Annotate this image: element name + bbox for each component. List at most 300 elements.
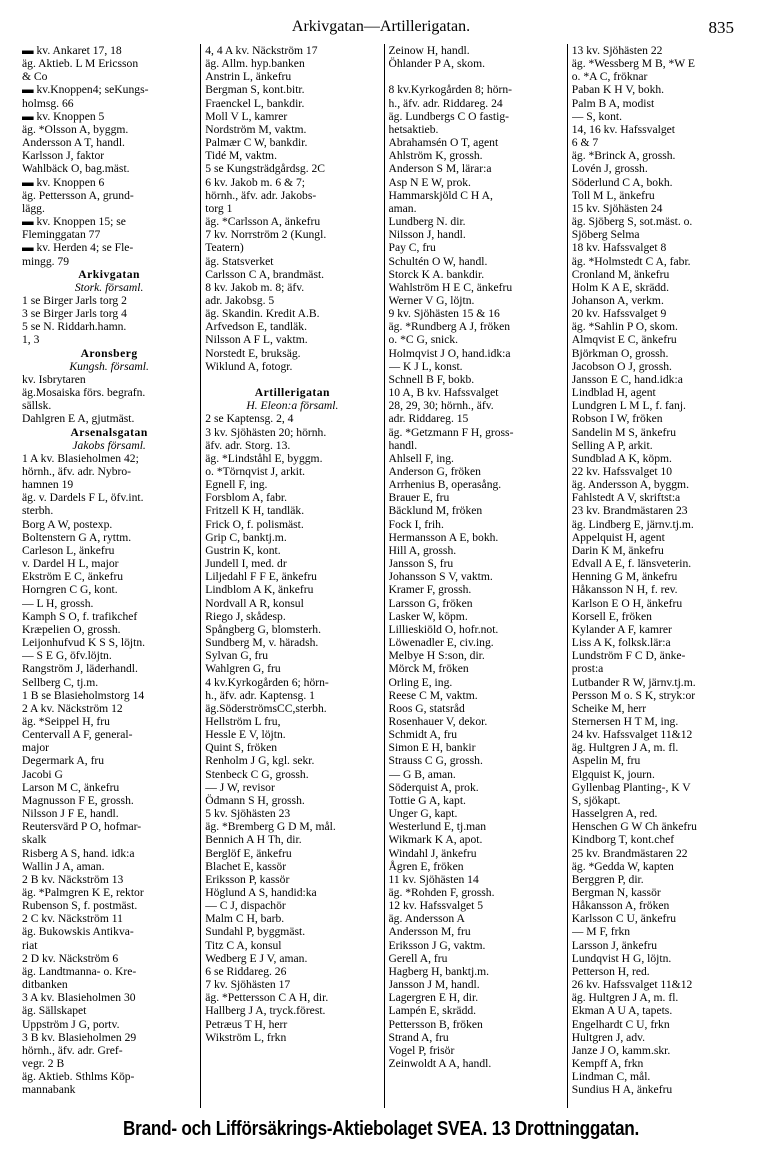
directory-entry: Hill A, grossh.: [388, 543, 457, 557]
directory-entry: Lasker W, köpm.: [388, 609, 468, 623]
directory-entry: 10 A, B kv. Hafssvalget: [388, 386, 499, 400]
directory-entry: Melbye H S:son, dir.: [388, 649, 485, 663]
directory-entry: 8 kv. Jakob m. 8; äfv.: [205, 280, 305, 294]
directory-entry: 3 se Birger Jarls torg 4: [22, 307, 127, 321]
directory-entry: äg. *Palmgren K E, rektor: [22, 886, 144, 899]
directory-entry: 8 kv.Kyrkogården 8; hörn-: [388, 83, 513, 97]
directory-entry: äg. Andersson A: [388, 912, 465, 926]
directory-entry: Degermark A, fru: [22, 754, 105, 768]
directory-entry: Berggren P, dir.: [571, 872, 644, 886]
directory-entry: Titz C A, konsul: [205, 938, 282, 952]
directory-entry: — S, kont.: [571, 109, 622, 123]
directory-entry: Anstrin L, änkefru: [205, 70, 292, 84]
directory-entry: Westerlund E, tj.man: [388, 820, 487, 834]
directory-entry: Egnell F, ing.: [205, 478, 268, 492]
directory-entry: äg. Hultgren J A, m. fl.: [571, 991, 679, 1005]
directory-entry: Kramer F, grossh.: [388, 583, 472, 597]
directory-entry: äg. Hultgren J A, m. fl.: [571, 741, 679, 755]
directory-entry: Strauss C G, grossh.: [388, 754, 483, 768]
directory-entry: Fock I, frih.: [388, 517, 444, 531]
directory-entry: Korsell E, fröken: [571, 609, 652, 623]
directory-entry: 1 A kv. Blasieholmen 42;: [22, 451, 139, 465]
directory-entry: Carlsson C A, brandmäst.: [205, 267, 325, 281]
directory-entry: äg. *Brinck A, grossh.: [571, 149, 676, 163]
directory-entry: o. *A C, fröknar: [571, 70, 648, 84]
directory-entry: Moll V L, kamrer: [205, 109, 288, 123]
directory-entry: Roos G, statsråd: [388, 701, 465, 715]
directory-entry: Unger G, kapt.: [388, 807, 458, 821]
column-3: [384, 44, 567, 1108]
directory-entry: Stenbeck C G, grossh.: [205, 767, 309, 781]
directory-entry: vegr. 2 B: [22, 1057, 65, 1071]
directory-entry: 6 kv. Jakob m. 6 & 7;: [205, 175, 305, 189]
column-2: [200, 44, 383, 1108]
directory-entry: Rosenhauer V, dekor.: [388, 714, 488, 728]
directory-entry: Öhlander P A, skom.: [388, 57, 486, 71]
directory-entry: Cronland M, änkefru: [571, 267, 670, 281]
directory-entry: Appelquist H, agent: [571, 530, 665, 544]
directory-entry: — G B, aman.: [388, 767, 456, 781]
directory-entry: Forsblom A, fabr.: [205, 491, 288, 505]
directory-entry: Hagberg H, banktj.m.: [388, 964, 490, 978]
directory-entry: Lampén E, skrädd.: [388, 1004, 477, 1018]
directory-entry: äg.Mosaiska förs. begrafn.: [22, 386, 146, 400]
directory-entry: 3 B kv. Blasieholmen 29: [22, 1030, 137, 1044]
directory-entry: — C J, dispachör: [205, 899, 286, 913]
column-1: [18, 44, 200, 1108]
directory-entry: Simon E H, bankir: [388, 741, 476, 755]
directory-entry: 6 se Riddareg. 26: [205, 964, 287, 978]
directory-entry: Holm K A E, skrädd.: [571, 280, 670, 294]
directory-entry: Strand A, fru: [388, 1030, 449, 1044]
directory-entry: 2 B kv. Näckström 13: [22, 872, 124, 886]
directory-entry: Risberg A S, hand. idk:a: [22, 846, 135, 860]
directory-entry: Karlson E O H, änkefru: [571, 596, 683, 610]
directory-entry: 13 kv. Sjöhästen 22: [571, 44, 663, 57]
directory-entry: Toll M L, änkefru: [571, 188, 655, 202]
directory-entry: Hellström L fru,: [205, 714, 281, 728]
directory-entry: Edvall A E, f. länsveterin.: [571, 557, 692, 571]
directory-entry: äg. *Wessberg M B, *W E: [571, 57, 696, 71]
directory-entry: Persson M o. S K, stryk:or: [571, 688, 696, 702]
directory-entry: Andersson M, fru: [388, 925, 471, 939]
directory-entry: ▬ kv. Knoppen 5: [22, 109, 105, 123]
directory-entry: — J W, revisor: [205, 780, 275, 794]
directory-entry: hörnh., äfv. adr. Nybro-: [22, 465, 132, 478]
directory-entry: äg. *Lindståhl E, byggm.: [205, 451, 323, 465]
directory-entry: Wikmark K A, apot.: [388, 833, 483, 847]
directory-entry: Sternersen H T M, ing.: [571, 714, 679, 728]
directory-entry: 26 kv. Hafssvalget 11&12: [571, 978, 693, 992]
directory-entry: äg. *Pettersson C A H, dir.: [205, 991, 329, 1005]
page-title: Arkivgatan—Artillerigatan.: [291, 18, 471, 35]
directory-entry: 22 kv. Hafssvalget 10: [571, 465, 673, 478]
directory-entry: v. Dardel H L, major: [22, 557, 119, 571]
directory-entry: 7 kv. Sjöhästen 17: [205, 978, 291, 992]
directory-entry: äg. Allm. hyp.banken: [205, 57, 305, 71]
page-number: 835: [708, 18, 734, 37]
directory-entry: 11 kv. Sjöhästen 14: [388, 872, 479, 886]
directory-entry: Wedberg E J V, aman.: [205, 951, 308, 965]
directory-entry: Engelhardt C U, frkn: [571, 1017, 670, 1031]
directory-entry: Gyllenbag Planting-, K V: [571, 780, 691, 794]
directory-entry: Lundgren L M L, f. fanj.: [571, 399, 686, 413]
directory-entry: Söderquist A, prok.: [388, 780, 479, 794]
directory-entry: 1 se Birger Jarls torg 2: [22, 293, 127, 307]
directory-entry: Sundius H A, änkefru: [571, 1083, 673, 1097]
street-heading: Aronsberg: [80, 346, 138, 360]
directory-entry: 1, 3: [22, 333, 40, 347]
directory-entry: h., äfv. adr. Riddareg. 24: [388, 96, 503, 110]
directory-entry: — S E G, öfv.löjtn.: [22, 649, 112, 663]
directory-entry: Bäcklund M, fröken: [388, 504, 483, 518]
directory-entry: Hultgren J, adv.: [571, 1030, 646, 1044]
directory-entry: äg. *Holmstedt C A, fabr.: [571, 254, 691, 268]
directory-entry: ▬ kv. Knoppen 6: [22, 175, 105, 189]
parish-label: Jakobs församl.: [72, 438, 146, 452]
directory-entry: Hammarskjöld C H A,: [388, 188, 493, 202]
directory-entry: ditbanken: [22, 978, 68, 992]
directory-entry: Carleson L, änkefru: [22, 543, 115, 557]
directory-entry: Mörck M, fröken: [388, 662, 469, 676]
directory-entry: mannabank: [22, 1083, 76, 1097]
directory-entry: Reutersvärd P O, hofmar-: [22, 820, 142, 834]
directory-entry: Söderlund C A, bokh.: [571, 175, 673, 189]
directory-entry: Holmqvist J O, hand.idk:a: [388, 346, 511, 360]
directory-entry: Petræus T H, herr: [205, 1017, 288, 1031]
directory-entry: äg. *Sahlin P O, skom.: [571, 320, 678, 334]
directory-entry: Selling A P, arkit.: [571, 438, 653, 452]
directory-entry: äg. *Carlsson A, änkefru: [205, 215, 321, 229]
street-heading: Arsenalsgatan: [70, 425, 148, 439]
directory-entry: äg. *Rohden F, grossh.: [388, 886, 495, 899]
directory-entry: adr. Riddareg. 15: [388, 412, 469, 426]
directory-entry: Dahlgren E A, gjutmäst.: [22, 412, 135, 426]
directory-entry: 2 D kv. Näckström 6: [22, 951, 119, 965]
directory-entry: Larson M C, änkefru: [22, 780, 120, 794]
directory-entry: Wikström L, frkn: [205, 1030, 287, 1044]
directory-entry: äg. *Getzmann F H, gross-: [388, 425, 514, 439]
directory-entry: Jacobi G: [22, 767, 63, 781]
directory-entry: Riego J, skådesp.: [205, 609, 286, 623]
directory-entry: 12 kv. Hafssvalget 5: [388, 899, 484, 913]
directory-entry: Pettersson B, fröken: [388, 1017, 483, 1031]
directory-entry: ▬ kv. Knoppen 15; se: [22, 215, 126, 229]
directory-entry: Fritzell K H, tandläk.: [205, 504, 305, 518]
directory-entry: o. *Törnqvist J, arkit.: [205, 465, 306, 478]
directory-entry: Lindblad H, agent: [571, 386, 656, 400]
directory-entry: Quint S, fröken: [205, 741, 278, 755]
directory-entry: 6 & 7: [571, 136, 599, 150]
directory-entry: Anderson G, fröken: [388, 465, 481, 478]
directory-entry: Wiklund A, fotogr.: [205, 359, 293, 373]
directory-entry: Hasselgren A, red.: [571, 807, 658, 821]
directory-entry: 20 kv. Hafssvalget 9: [571, 307, 667, 321]
directory-entry: 2 se Kaptensg. 2, 4: [205, 412, 294, 426]
directory-entry: 1 B se Blasieholmstorg 14: [22, 688, 145, 702]
directory-entry: hörnh., äfv. adr. Gref-: [22, 1043, 123, 1057]
directory-entry: Fleminggatan 77: [22, 228, 101, 242]
directory-entry: Aspelin M, fru: [571, 754, 641, 768]
directory-entry: Orling E, ing.: [388, 675, 453, 689]
directory-entry: Henschen G W Ch änkefru: [571, 820, 697, 834]
directory-entry: Almqvist E C, änkefru: [571, 333, 677, 347]
directory-entry: Tottie G A, kapt.: [388, 793, 466, 807]
directory-entry: Lundqvist H G, löjtn.: [571, 951, 672, 965]
directory-entry: Abrahamsén O T, agent: [388, 136, 499, 150]
directory-entry: Kamph S O, f. trafikchef: [22, 609, 138, 623]
directory-entry: Nilsson A F L, vaktm.: [205, 333, 308, 347]
directory-entry: Ekström E C, änkefru: [22, 570, 124, 584]
directory-entry: ▬ kv. Herden 4; se Fle-: [22, 241, 134, 255]
directory-entry: adr. Jakobsg. 5: [205, 293, 275, 307]
directory-entry: Kindborg T, kont.chef: [571, 833, 675, 847]
directory-entry: Uppström J G, portv.: [22, 1017, 120, 1031]
directory-entry: Scheike M, herr: [571, 701, 647, 715]
directory-entry: Schmidt A, fru: [388, 728, 458, 742]
parish-label: Kungsh. församl.: [69, 359, 149, 373]
directory-entry: S, sjökapt.: [571, 793, 621, 807]
directory-entry: 3 kv. Sjöhästen 20; hörnh.: [205, 425, 327, 439]
directory-entry: mingg. 79: [22, 254, 70, 268]
directory-entry: o. *C G, snick.: [388, 333, 459, 347]
directory-entry: Blachet E, kassör: [205, 859, 287, 873]
directory-entry: Malm C H, barb.: [205, 912, 285, 926]
directory-entry: riat: [22, 938, 38, 952]
directory-entry: Arrhenius B, operasång.: [388, 478, 502, 492]
directory-entry: Jansson S, fru: [388, 557, 454, 571]
directory-entry: [389, 70, 563, 83]
directory-columns: [18, 44, 750, 1108]
directory-entry: Ahlsell F, ing.: [388, 451, 454, 465]
directory-entry: h., äfv. adr. Kaptensg. 1: [205, 688, 315, 702]
directory-entry: Wallin J A, aman.: [22, 859, 105, 873]
directory-entry: Hessle E V, löjtn.: [205, 728, 286, 742]
directory-entry: Sundberg M, v. häradsh.: [205, 636, 319, 650]
directory-entry: äg. *Rundberg A J, fröken: [388, 320, 511, 334]
directory-entry: Petterson H, red.: [571, 964, 650, 978]
directory-entry: Asp N E W, prok.: [388, 175, 471, 189]
directory-entry: Gustrin K, kont.: [205, 543, 281, 557]
directory-entry: 5 se Kungsträdgårdsg. 2C: [205, 162, 326, 176]
directory-entry: äg. Landtmanna- o. Kre-: [22, 964, 137, 978]
directory-entry: Wahlgren G, fru: [205, 662, 281, 676]
directory-entry: Eriksson P, kassör: [205, 872, 290, 886]
directory-entry: äg. Lindberg E, järnv.tj.m.: [571, 517, 694, 531]
directory-entry: 2 A kv. Näckström 12: [22, 701, 123, 715]
directory-entry: 25 kv. Brandmästaren 22: [571, 846, 688, 860]
directory-entry: holmsg. 66: [22, 96, 74, 110]
directory-entry: Sylvan G, fru: [205, 649, 269, 663]
directory-entry: Lagergren E H, dir.: [388, 991, 479, 1005]
directory-entry: Liss A K, folksk.lär:a: [571, 636, 671, 650]
directory-entry: major: [22, 741, 50, 755]
directory-entry: Frick O, f. polismäst.: [205, 517, 304, 531]
directory-entry: Magnusson F E, grossh.: [22, 793, 134, 807]
directory-entry: Brauer E, fru: [388, 491, 450, 505]
directory-entry: prost:a: [571, 662, 604, 676]
directory-entry: äg. *Gedda W, kapten: [571, 859, 674, 873]
directory-entry: Larsson G, fröken: [388, 596, 473, 610]
directory-entry: 14, 16 kv. Hafssvalget: [571, 122, 676, 136]
directory-entry: sterbh.: [22, 504, 54, 518]
directory-entry: äg. *Seippel H, fru: [22, 714, 110, 728]
directory-entry: Sundahl P, byggmäst.: [205, 925, 306, 939]
directory-entry: hamnen 19: [22, 478, 74, 492]
directory-entry: — L H, grossh.: [22, 596, 94, 610]
directory-entry: 5 kv. Sjöhästen 23: [205, 807, 291, 821]
directory-entry: Lindman C, mål.: [571, 1070, 651, 1084]
directory-entry: Ödmann S H, grossh.: [205, 793, 305, 807]
directory-entry: Pay C, fru: [388, 241, 436, 255]
directory-entry: Storck K A. bankdir.: [388, 267, 485, 281]
directory-entry: Lundström F C D, änke-: [571, 649, 686, 663]
directory-entry: Karlsson J, faktor: [22, 149, 105, 163]
directory-entry: Centervall A F, general-: [22, 728, 133, 742]
directory-entry: Sandelin M S, änkefru: [571, 425, 677, 439]
directory-entry: Paban K H V, bokh.: [571, 83, 665, 97]
street-heading: Arkivgatan: [78, 267, 140, 281]
directory-entry: äg. Bukowskis Antikva-: [22, 925, 134, 939]
directory-entry: Jansson J M, handl.: [388, 978, 480, 992]
directory-entry: sällsk.: [22, 399, 52, 413]
directory-entry: torg 1: [205, 201, 233, 215]
directory-entry: äfv. adr. Storg. 13.: [205, 438, 291, 452]
directory-entry: Hermansson A E, bokh.: [388, 530, 499, 544]
directory-entry: Windahl J, änkefru: [388, 846, 477, 860]
directory-entry: Karlsson C U, änkefru: [571, 912, 677, 926]
directory-entry: Borg A W, postexp.: [22, 517, 113, 531]
directory-entry: 2 C kv. Näckström 11: [22, 912, 123, 926]
directory-entry: Lillieskiöld O, hofr.not.: [388, 622, 499, 636]
directory-entry: lägg.: [22, 201, 45, 215]
directory-entry: Lovén J, grossh.: [571, 162, 648, 176]
directory-entry: Arfvedson E, tandläk.: [205, 320, 307, 334]
directory-entry: äg. Pettersson A, grund-: [22, 188, 134, 202]
directory-entry: 9 kv. Sjöhästen 15 & 16: [388, 307, 500, 321]
directory-entry: äg. Aktieb. L M Ericsson: [22, 57, 139, 71]
directory-entry: Vogel P, frisör: [388, 1043, 455, 1057]
directory-entry: Andersson A T, handl.: [22, 136, 125, 150]
directory-entry: 23 kv. Brandmästaren 23: [571, 504, 688, 518]
page-header: [18, 18, 744, 44]
directory-entry: & Co: [22, 70, 48, 84]
directory-entry: Ekman A U A, tapets.: [571, 1004, 673, 1018]
directory-entry: Janze J O, kamm.skr.: [571, 1043, 671, 1057]
directory-entry: Ahlström K, grossh.: [388, 149, 483, 163]
directory-entry: hörnh., äfv. adr. Jakobs-: [205, 188, 317, 202]
directory-entry: ▬ kv.Knoppen4; seKungs-: [22, 83, 149, 97]
directory-entry: Boltenstern G A, ryttm.: [22, 530, 132, 544]
directory-entry: Bergman S, kont.bitr.: [205, 83, 305, 97]
directory-entry: 28, 29, 30; hörnh., äfv.: [388, 399, 494, 413]
directory-entry: Anderson S M, lärar:a: [388, 162, 492, 176]
directory-entry: äg.SöderströmsCC,sterbh.: [205, 701, 327, 715]
directory-entry: äg. Aktieb. Sthlms Köp-: [22, 1070, 135, 1084]
directory-entry: Fahlstedt A V, skriftst:a: [571, 491, 681, 505]
directory-entry: äg. Statsverket: [205, 254, 274, 268]
directory-entry: äg. *Olsson A, byggm.: [22, 122, 129, 136]
directory-entry: Palm B A, modist: [571, 96, 655, 110]
directory-entry: aman.: [388, 201, 417, 215]
directory-entry: — M F, frkn: [571, 925, 631, 939]
directory-entry: Hallberg J A, tryck.förest.: [205, 1004, 326, 1018]
directory-entry: skalk: [22, 833, 47, 847]
directory-entry: Spångberg G, blomsterh.: [205, 622, 321, 636]
directory-entry: Nordvall A R, konsul: [205, 596, 304, 610]
directory-entry: äg. Andersson A, byggm.: [571, 478, 689, 492]
directory-entry: Nordström M, vaktm.: [205, 122, 307, 136]
directory-entry: 18 kv. Hafssvalget 8: [571, 241, 667, 255]
directory-entry: Zeinwoldt A A, handl.: [388, 1057, 492, 1071]
directory-entry: Bergman N, kassör: [571, 886, 661, 899]
directory-entry: äg. v. Dardels F L, öfv.int.: [22, 491, 144, 505]
directory-entry: Håkansson N H, f. rev.: [571, 583, 678, 597]
directory-entry: Rangström J, läderhandl.: [22, 662, 138, 676]
directory-entry: 5 se N. Riddarh.hamn.: [22, 320, 127, 334]
directory-entry: Zeinow H, handl.: [388, 44, 470, 57]
directory-entry: kv. Isbrytaren: [22, 372, 86, 386]
parish-label: Stork. församl.: [74, 280, 144, 294]
directory-entry: Schultén O W, handl.: [388, 254, 488, 268]
directory-entry: äg. Lundbergs C O fastig-: [388, 109, 510, 123]
directory-entry: Lindblom A K, änkefru: [205, 583, 314, 597]
directory-entry: Jacobson O J, grossh.: [571, 359, 672, 373]
directory-entry: Håkansson A, fröken: [571, 899, 670, 913]
directory-entry: Kræpelien O, grossh.: [22, 622, 121, 636]
directory-entry: Reese C M, vaktm.: [388, 688, 478, 702]
directory-entry: Liljedahl F F E, änkefru: [205, 570, 317, 584]
column-4: [567, 44, 750, 1108]
directory-entry: Sellberg C, tj.m.: [22, 675, 99, 689]
parish-label: H. Eleon:a församl.: [246, 399, 339, 413]
directory-entry: Grip C, banktj.m.: [205, 530, 287, 544]
directory-entry: äg. Sällskapet: [22, 1004, 87, 1018]
directory-entry: Leijonhufvud K S S, löjtn.: [22, 636, 146, 650]
directory-entry: Löwenadler E, civ.ing.: [388, 636, 494, 650]
directory-entry: Nilsson J, handl.: [388, 228, 466, 242]
directory-entry: Wahlbäck O, bag.mäst.: [22, 162, 130, 176]
directory-entry: Johanson A, verkm.: [571, 293, 664, 307]
directory-entry: Darin K M, änkefru: [571, 543, 664, 557]
directory-entry: Berglöf E, änkefru: [205, 846, 292, 860]
directory-entry: 24 kv. Hafssvalget 11&12: [571, 728, 693, 742]
directory-entry: hetsaktieb.: [388, 122, 439, 136]
directory-entry: — K J L, konst.: [388, 359, 463, 373]
directory-entry: Fraenckel L, bankdir.: [205, 96, 305, 110]
directory-entry: 15 kv. Sjöhästen 24: [571, 201, 663, 215]
directory-entry: Lundberg N. dir.: [388, 215, 466, 229]
directory-entry: Ågren E, fröken: [388, 859, 464, 873]
directory-entry: Bennich A H Th, dir.: [205, 833, 302, 847]
directory-entry: Lutbander R W, järnv.tj.m.: [571, 675, 696, 689]
street-heading: Artillerigatan: [254, 386, 330, 400]
directory-entry: handl.: [388, 438, 418, 452]
directory-entry: Robson I W, fröken: [571, 412, 663, 426]
directory-entry: Jansson E C, hand.idk:a: [571, 372, 683, 386]
directory-entry: äg. Sjöberg S, sot.mäst. o.: [571, 215, 693, 229]
directory-entry: Renholm J G, kgl. sekr.: [205, 754, 315, 768]
directory-entry: Henning G M, änkefru: [571, 570, 678, 584]
directory-entry: Teatern): [205, 241, 244, 255]
directory-entry: Tidé M, vaktm.: [205, 149, 277, 163]
directory-entry: Wahlström H E C, änkefru: [388, 280, 513, 294]
directory-entry: Kempff A, frkn: [571, 1057, 644, 1071]
directory-entry: 4, 4 A kv. Näckström 17: [205, 44, 318, 57]
directory-entry: Elgquist K, journ.: [571, 767, 655, 781]
directory-entry: Björkman O, grossh.: [571, 346, 669, 360]
directory-entry: Larsson J, änkefru: [571, 938, 658, 952]
